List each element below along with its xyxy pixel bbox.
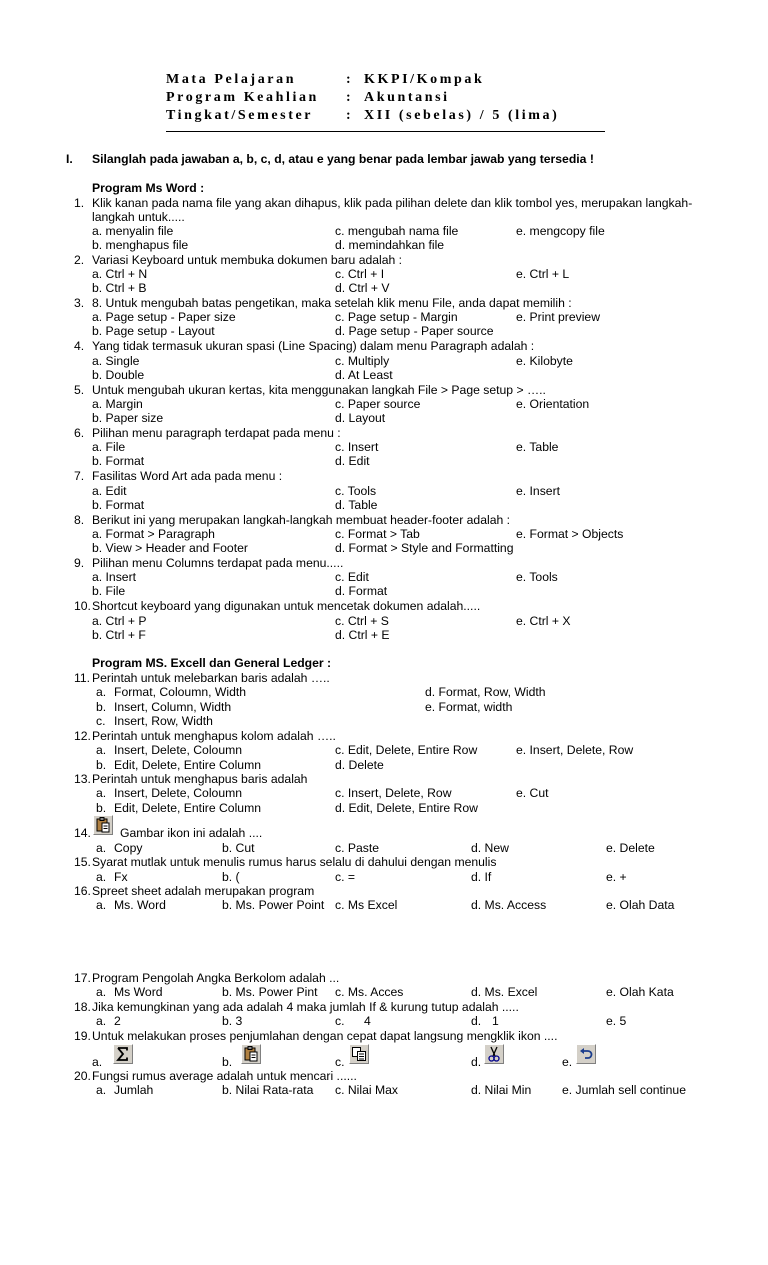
- option-e: e. +: [606, 870, 627, 884]
- option-c: c. mengubah nama file: [335, 224, 459, 238]
- option-c: c. Insert: [335, 440, 379, 454]
- option-b: b. Page setup - Layout: [92, 324, 215, 338]
- option-e: e. Tools: [516, 570, 558, 584]
- header-value: Akuntansi: [364, 90, 450, 105]
- part2-title: Program MS. Excell dan General Ledger :: [92, 656, 332, 670]
- question-text: Fungsi rumus average adalah untuk mencari ......: [92, 1069, 357, 1083]
- question-text: Perintah untuk menghapus baris adalah: [92, 772, 308, 786]
- question-text: Untuk mengubah ukuran kertas, kita menggunakan langkah File > Page setup > …..: [92, 383, 546, 397]
- copy-icon: [349, 1044, 369, 1064]
- option-b: b. Double: [92, 368, 145, 382]
- option-a: Insert, Delete, Coloumn: [114, 786, 243, 800]
- question-text: Jika kemungkinan yang ada adalah 4 maka jumlah If & kurung tutup adalah .....: [92, 1000, 519, 1014]
- question-text: Program Pengolah Angka Berkolom adalah ...: [92, 971, 340, 985]
- option-a: a. Edit: [92, 484, 127, 498]
- option-d: d. Delete: [335, 758, 384, 772]
- option-d: d. Table: [335, 498, 378, 512]
- option-a: Ms. Word: [114, 898, 166, 912]
- question-text: Pilihan menu Columns terdapat pada menu.....: [92, 556, 344, 570]
- option-b: b. Ms. Power Point: [222, 898, 325, 912]
- option-a: a.: [92, 1055, 103, 1069]
- question-text: Perintah untuk menghapus kolom adalah …..: [92, 729, 336, 743]
- option-a-letter: a.: [96, 685, 107, 699]
- option-c: c. Ctrl + I: [335, 267, 385, 281]
- question-text: Syarat mutlak untuk menulis rumus harus selalu di dahului dengan menulis: [92, 855, 497, 869]
- option-a: a. File: [92, 440, 126, 454]
- option-a: a. Ctrl + P: [92, 614, 147, 628]
- option-d: d. memindahkan file: [335, 238, 445, 252]
- option-b: b. Cut: [222, 841, 255, 855]
- option-b: Insert, Column, Width: [114, 700, 232, 714]
- option-a-letter: a.: [96, 786, 107, 800]
- header-key: Mata Pelajaran: [166, 72, 297, 87]
- option-c: c. Tools: [335, 484, 377, 498]
- option-e: e. Kilobyte: [516, 354, 573, 368]
- option-c: 4: [364, 1014, 371, 1028]
- question-number: 16.: [74, 884, 91, 898]
- option-d: d. Ms. Access: [471, 898, 547, 912]
- question-text-cont: langkah untuk.....: [92, 210, 185, 224]
- option-a: Fx: [114, 870, 128, 884]
- option-a-letter: a.: [96, 841, 107, 855]
- option-c-letter: c.: [335, 1014, 345, 1028]
- option-b: b. 3: [222, 1014, 243, 1028]
- question-text: Spreet sheet adalah merupakan program: [92, 884, 315, 898]
- option-d: d. Page setup - Paper source: [335, 324, 494, 338]
- question-text: Shortcut keyboard yang digunakan untuk mencetak dokumen adalah.....: [92, 599, 481, 613]
- option-a: a. Margin: [92, 397, 143, 411]
- option-a-letter: a.: [96, 985, 107, 999]
- question-text: 8. Untuk mengubah batas pengetikan, maka setelah klik menu File, anda dapat memilih :: [92, 296, 572, 310]
- option-d: d. Format > Style and Formatting: [335, 541, 514, 555]
- option-e: e. Cut: [516, 786, 549, 800]
- option-a: a. Ctrl + N: [92, 267, 148, 281]
- cut-scissors-icon: [484, 1044, 504, 1064]
- option-a-letter: a.: [96, 743, 107, 757]
- option-e: e. Insert: [516, 484, 561, 498]
- option-e: e. Print preview: [516, 310, 600, 324]
- option-c: Insert, Row, Width: [114, 714, 213, 728]
- question-text: Perintah untuk melebarkan baris adalah …..: [92, 671, 330, 685]
- question-number: 3.: [74, 296, 85, 310]
- option-d: d. If: [471, 870, 492, 884]
- option-d: d. Nilai Min: [471, 1083, 532, 1097]
- option-d: d. New: [471, 841, 509, 855]
- option-c: c.: [335, 1055, 345, 1069]
- header-key: Program Keahlian: [166, 90, 319, 105]
- question-number: 15.: [74, 855, 91, 869]
- option-a: a. menyalin file: [92, 224, 174, 238]
- header-value: KKPI/Kompak: [364, 72, 485, 87]
- option-b: b. (: [222, 870, 240, 884]
- option-b-letter: b.: [96, 801, 107, 815]
- question-number: 17.: [74, 971, 91, 985]
- option-b: b. Nilai Rata-rata: [222, 1083, 314, 1097]
- question-text: Klik kanan pada nama file yang akan dihapus, klik pada pilihan delete dan klik tombol yes, merupakan langkah-: [92, 196, 693, 210]
- option-e: e. mengcopy file: [516, 224, 605, 238]
- option-c: c. Multiply: [335, 354, 390, 368]
- header-colon: :: [346, 90, 354, 105]
- option-a: 2: [114, 1014, 121, 1028]
- option-c: c. Paste: [335, 841, 380, 855]
- header-colon: :: [346, 72, 354, 87]
- option-a: a. Format > Paragraph: [92, 527, 215, 541]
- header-key: Tingkat/Semester: [166, 108, 314, 123]
- option-a: Ms Word: [114, 985, 163, 999]
- option-d: d. Ctrl + V: [335, 281, 390, 295]
- question-number: 20.: [74, 1069, 91, 1083]
- option-b: b. Paper size: [92, 411, 164, 425]
- option-e: e. Insert, Delete, Row: [516, 743, 634, 757]
- option-c: c. Format > Tab: [335, 527, 420, 541]
- question-number: 9.: [74, 556, 85, 570]
- option-a: a. Page setup - Paper size: [92, 310, 236, 324]
- option-c: c. Ms. Acces: [335, 985, 404, 999]
- option-d-letter: d.: [471, 1014, 482, 1028]
- option-e: e. Table: [516, 440, 559, 454]
- option-e: e. 5: [606, 1014, 627, 1028]
- question-text: Pilihan menu paragraph terdapat pada menu :: [92, 426, 341, 440]
- option-e: e. Ctrl + X: [516, 614, 571, 628]
- option-d: d. Format: [335, 584, 388, 598]
- option-d: d. Edit: [335, 454, 370, 468]
- option-a: a. Insert: [92, 570, 137, 584]
- question-number: 2.: [74, 253, 85, 267]
- question-text: Gambar ikon ini adalah ....: [120, 826, 263, 840]
- option-c: c. Nilai Max: [335, 1083, 398, 1097]
- question-text: Untuk melakukan proses penjumlahan dengan cepat dapat langsung mengklik ikon ....: [92, 1029, 558, 1043]
- question-text: Yang tidak termasuk ukuran spasi (Line Spacing) dalam menu Paragraph adalah :: [92, 339, 535, 353]
- question-number: 1.: [74, 196, 85, 210]
- option-c: c. Paper source: [335, 397, 421, 411]
- option-e: e. Format, width: [425, 700, 513, 714]
- question-text: Fasilitas Word Art ada pada menu :: [92, 469, 283, 483]
- option-b: Edit, Delete, Entire Column: [114, 758, 261, 772]
- question-number: 6.: [74, 426, 85, 440]
- option-e: e. Orientation: [516, 397, 590, 411]
- header-divider: [166, 131, 605, 132]
- option-c: c. Edit: [335, 570, 369, 584]
- option-b: b. Format: [92, 498, 145, 512]
- option-a-letter: a.: [96, 898, 107, 912]
- option-e: e. Delete: [606, 841, 655, 855]
- section-instruction: Silanglah pada jawaban a, b, c, d, atau e yang benar pada lembar jawab yang tersedia !: [92, 152, 594, 166]
- question-number: 18.: [74, 1000, 91, 1014]
- option-b: b. Ctrl + F: [92, 628, 146, 642]
- option-c: c. Page setup - Margin: [335, 310, 458, 324]
- option-d: d.: [471, 1055, 482, 1069]
- question-number: 14.: [74, 826, 91, 840]
- option-d: d. Ctrl + E: [335, 628, 390, 642]
- option-b: b. File: [92, 584, 126, 598]
- option-c: c. Ms Excel: [335, 898, 398, 912]
- option-e: e. Format > Objects: [516, 527, 624, 541]
- question-number: 13.: [74, 772, 91, 786]
- question-number: 7.: [74, 469, 85, 483]
- question-number: 8.: [74, 513, 85, 527]
- option-a-letter: a.: [96, 870, 107, 884]
- autosum-sigma-icon: [113, 1044, 133, 1064]
- paste-icon: [241, 1044, 261, 1064]
- option-c: c. Ctrl + S: [335, 614, 389, 628]
- question-text: Berikut ini yang merupakan langkah-langkah membuat header-footer adalah :: [92, 513, 511, 527]
- option-b-letter: b.: [96, 700, 107, 714]
- section-number: I.: [66, 152, 73, 166]
- question-number: 19.: [74, 1029, 91, 1043]
- question-number: 11.: [74, 671, 91, 685]
- option-b: b.: [222, 1055, 233, 1069]
- header-colon: :: [346, 108, 354, 123]
- option-e: e. Olah Data: [606, 898, 675, 912]
- option-a: Insert, Delete, Coloumn: [114, 743, 243, 757]
- option-c-letter: c.: [96, 714, 106, 728]
- option-d: d. At Least: [335, 368, 393, 382]
- option-b: b. View > Header and Footer: [92, 541, 248, 555]
- option-b-letter: b.: [96, 758, 107, 772]
- undo-icon: [576, 1044, 596, 1064]
- option-a: Copy: [114, 841, 143, 855]
- option-c: c. =: [335, 870, 355, 884]
- option-c: c. Edit, Delete, Entire Row: [335, 743, 478, 757]
- option-b: b. menghapus file: [92, 238, 189, 252]
- option-e: e.: [562, 1055, 573, 1069]
- question-number: 4.: [74, 339, 85, 353]
- option-e: e. Jumlah sell continue: [562, 1083, 686, 1097]
- question-number: 12.: [74, 729, 91, 743]
- option-d: d. Format, Row, Width: [425, 685, 546, 699]
- option-b: b. Format: [92, 454, 145, 468]
- option-e: e. Ctrl + L: [516, 267, 570, 281]
- option-d: 1: [492, 1014, 499, 1028]
- option-c: c. Insert, Delete, Row: [335, 786, 452, 800]
- option-a-letter: a.: [96, 1083, 107, 1097]
- option-b: b. Ctrl + B: [92, 281, 147, 295]
- part1-title: Program Ms Word :: [92, 181, 205, 195]
- option-d: d. Edit, Delete, Entire Row: [335, 801, 478, 815]
- option-a: Format, Coloumn, Width: [114, 685, 247, 699]
- option-a-letter: a.: [96, 1014, 107, 1028]
- question-text: Variasi Keyboard untuk membuka dokumen baru adalah :: [92, 253, 403, 267]
- option-b: b. Ms. Power Pint: [222, 985, 318, 999]
- question-number: 10.: [74, 599, 91, 613]
- paste-icon: [93, 815, 113, 835]
- option-d: d. Layout: [335, 411, 386, 425]
- option-a: Jumlah: [114, 1083, 154, 1097]
- option-b: Edit, Delete, Entire Column: [114, 801, 261, 815]
- option-d: d. Ms. Excel: [471, 985, 538, 999]
- question-number: 5.: [74, 383, 85, 397]
- option-a: a. Single: [92, 354, 140, 368]
- option-e: e. Olah Kata: [606, 985, 674, 999]
- header-value: XII (sebelas) / 5 (lima): [364, 108, 560, 123]
